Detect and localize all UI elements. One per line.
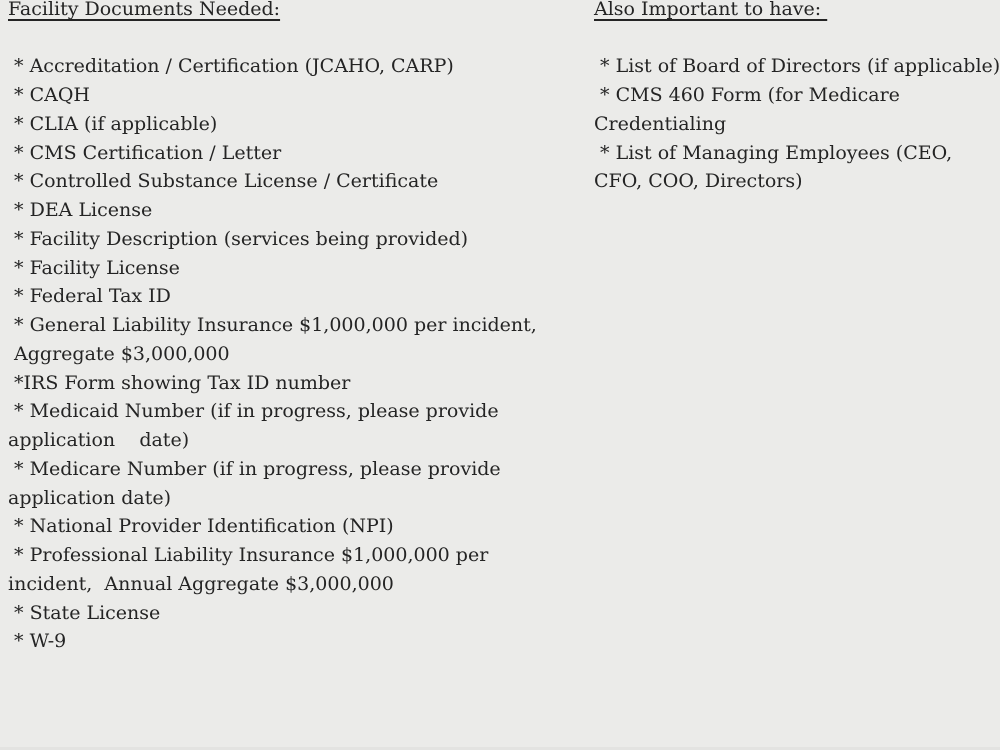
also-important-section	[594, 0, 998, 196]
text-line: application date)	[8, 429, 190, 452]
text-line: * Federal Tax ID	[8, 285, 171, 308]
text-line: * National Provider Identification (NPI)	[8, 515, 394, 538]
text-line: incident, Annual Aggregate $3,000,000	[8, 572, 394, 595]
text-line: * CLIA (if applicable)	[8, 112, 218, 135]
text-line: * CMS Certification / Letter	[8, 141, 282, 164]
text-line: * Controlled Substance License / Certificate	[8, 170, 439, 193]
text-line: * CMS 460 Form (for Medicare	[594, 84, 900, 107]
text-line: * DEA License	[8, 199, 153, 222]
text-line: * Facility License	[8, 256, 180, 279]
text-line: application date)	[8, 486, 171, 509]
text-line: * Medicare Number (if in progress, please provide	[8, 457, 501, 480]
text-line: * List of Board of Directors (if applicable)	[594, 55, 1000, 78]
text-line: * Professional Liability Insurance $1,000,000 per	[8, 544, 489, 567]
text-line: * Accreditation / Certification (JCAHO, CARP)	[8, 55, 454, 78]
also-important-heading: Also Important to have:	[594, 0, 828, 20]
text-line: Aggregate $3,000,000	[8, 342, 230, 365]
text-line: * Medicaid Number (if in progress, please provide	[8, 400, 499, 423]
text-line: * W-9	[8, 630, 67, 653]
text-line: * List of Managing Employees (CEO,	[594, 141, 953, 164]
facility-documents-heading: Facility Documents Needed:	[8, 0, 281, 20]
also-important-list	[594, 52, 998, 196]
text-line: * Facility Description (services being provided)	[8, 227, 469, 250]
facility-documents-section	[8, 0, 556, 656]
text-line: * State License	[8, 601, 161, 624]
facility-documents-list	[8, 52, 556, 656]
text-line: * General Liability Insurance $1,000,000 per incident,	[8, 314, 537, 337]
text-line: *IRS Form showing Tax ID number	[8, 371, 351, 394]
text-line: * CAQH	[8, 84, 90, 107]
text-line: Credentialing	[594, 112, 727, 135]
text-line: CFO, COO, Directors)	[594, 170, 803, 193]
